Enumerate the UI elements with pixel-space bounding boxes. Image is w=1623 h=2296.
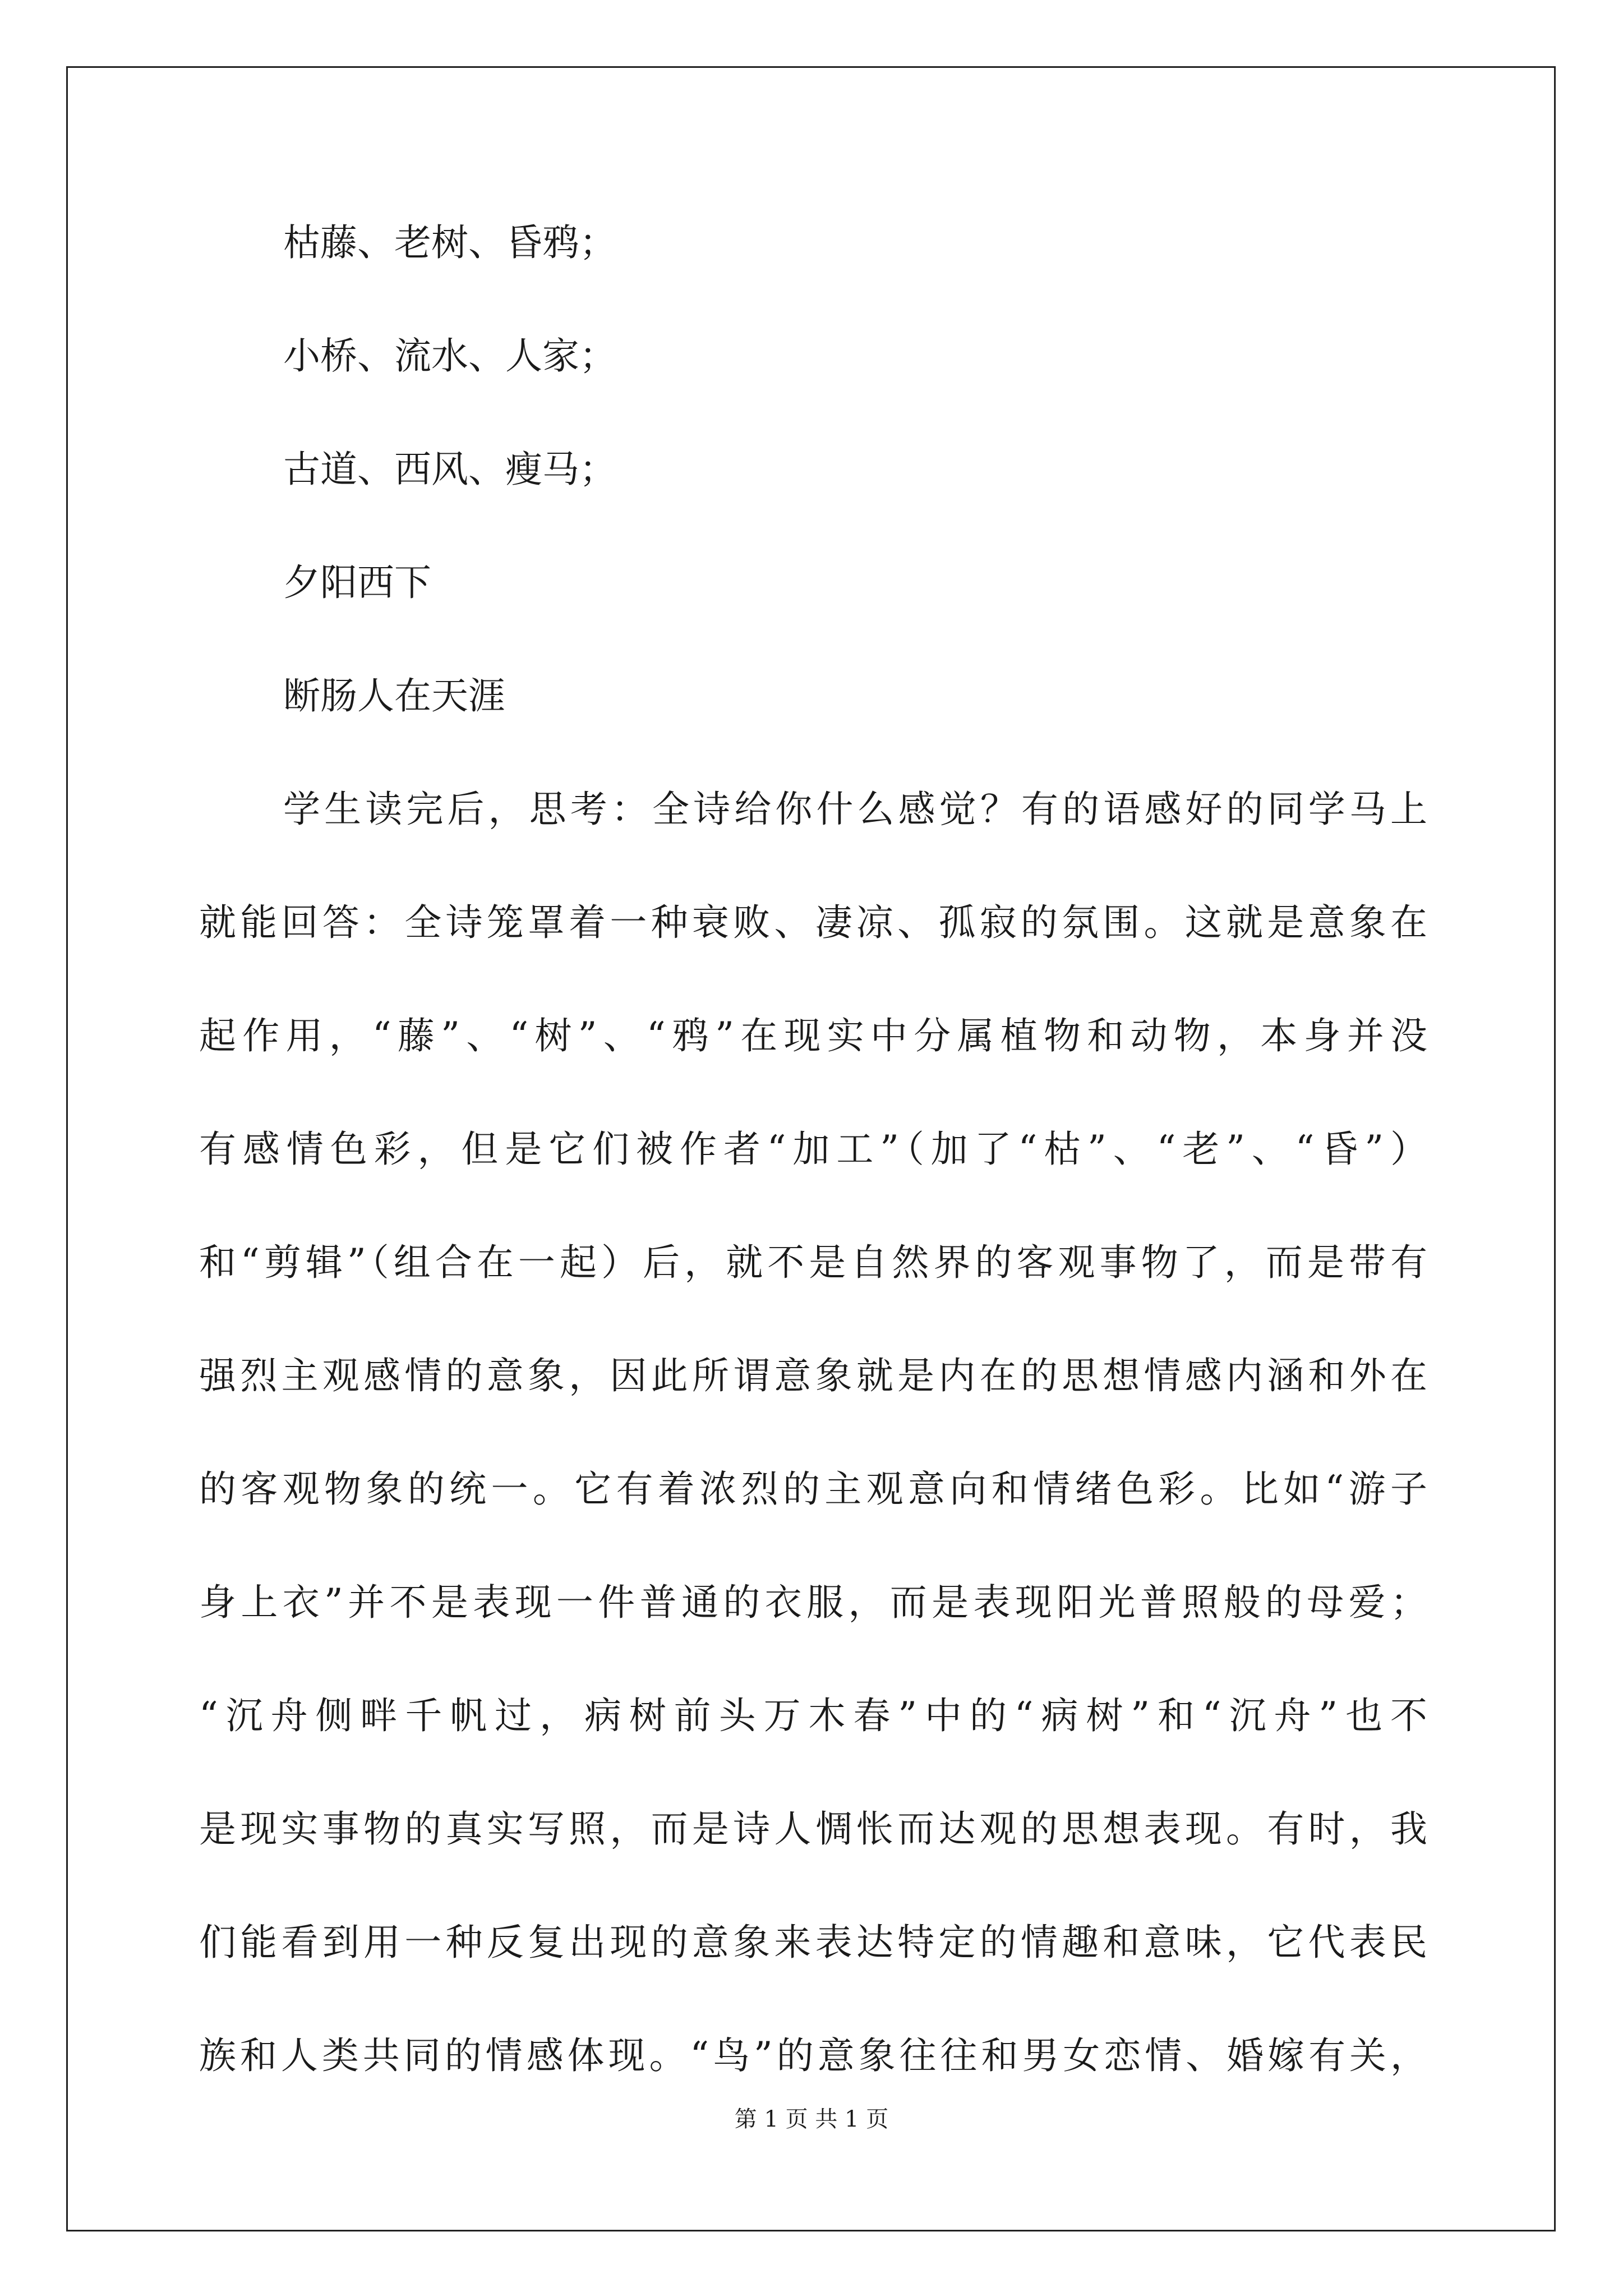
paragraph-line: 学生读完后，思考：全诗给你什么感觉？有的语感好的同学马上 xyxy=(283,788,1427,831)
paragraph-line: 有感情色彩，但是它们被作者“加工”（加了“枯”、“老”、“昏”） xyxy=(199,1128,1427,1171)
paragraph-line: 们能看到用一种反复出现的意象来表达特定的情趣和意味，它代表民 xyxy=(199,1921,1427,1964)
paragraph-line: 族和人类共同的情感体现。“鸟”的意象往往和男女恋情、婚嫁有关， xyxy=(199,2034,1427,2077)
paragraph-line: 和“剪辑”（组合在一起）后，就不是自然界的客观事物了，而是带有 xyxy=(199,1241,1427,1284)
poem-line: 小桥、流水、人家； xyxy=(283,334,616,378)
paragraph-line: 起作用，“藤”、“树”、“鸦”在现实中分属植物和动物，本身并没 xyxy=(199,1014,1427,1057)
paragraph-line: 强烈主观感情的意象，因此所谓意象就是内在的思想情感内涵和外在 xyxy=(199,1354,1427,1397)
poem-line: 古道、西风、瘦马； xyxy=(283,448,616,491)
paragraph-line: 身上衣”并不是表现一件普通的衣服，而是表现阳光普照般的母爱； xyxy=(199,1581,1427,1624)
paragraph-line: 就能回答：全诗笼罩着一种衰败、凄凉、孤寂的氛围。这就是意象在 xyxy=(199,901,1427,944)
poem-line: 断肠人在天涯 xyxy=(283,674,505,717)
page-footer: 第 1 页 共 1 页 xyxy=(734,2106,889,2132)
poem-line: 夕阳西下 xyxy=(283,561,431,604)
paragraph-line: 是现实事物的真实写照，而是诗人惆怅而达观的思想表现。有时，我 xyxy=(199,1807,1427,1851)
paragraph-line: 的客观物象的统一。它有着浓烈的主观意向和情绪色彩。比如“游子 xyxy=(199,1467,1427,1511)
paragraph-line: “沉舟侧畔千帆过，病树前头万木春”中的“病树”和“沉舟”也不 xyxy=(199,1694,1427,1737)
poem-line: 枯藤、老树、昏鸦； xyxy=(283,221,616,264)
